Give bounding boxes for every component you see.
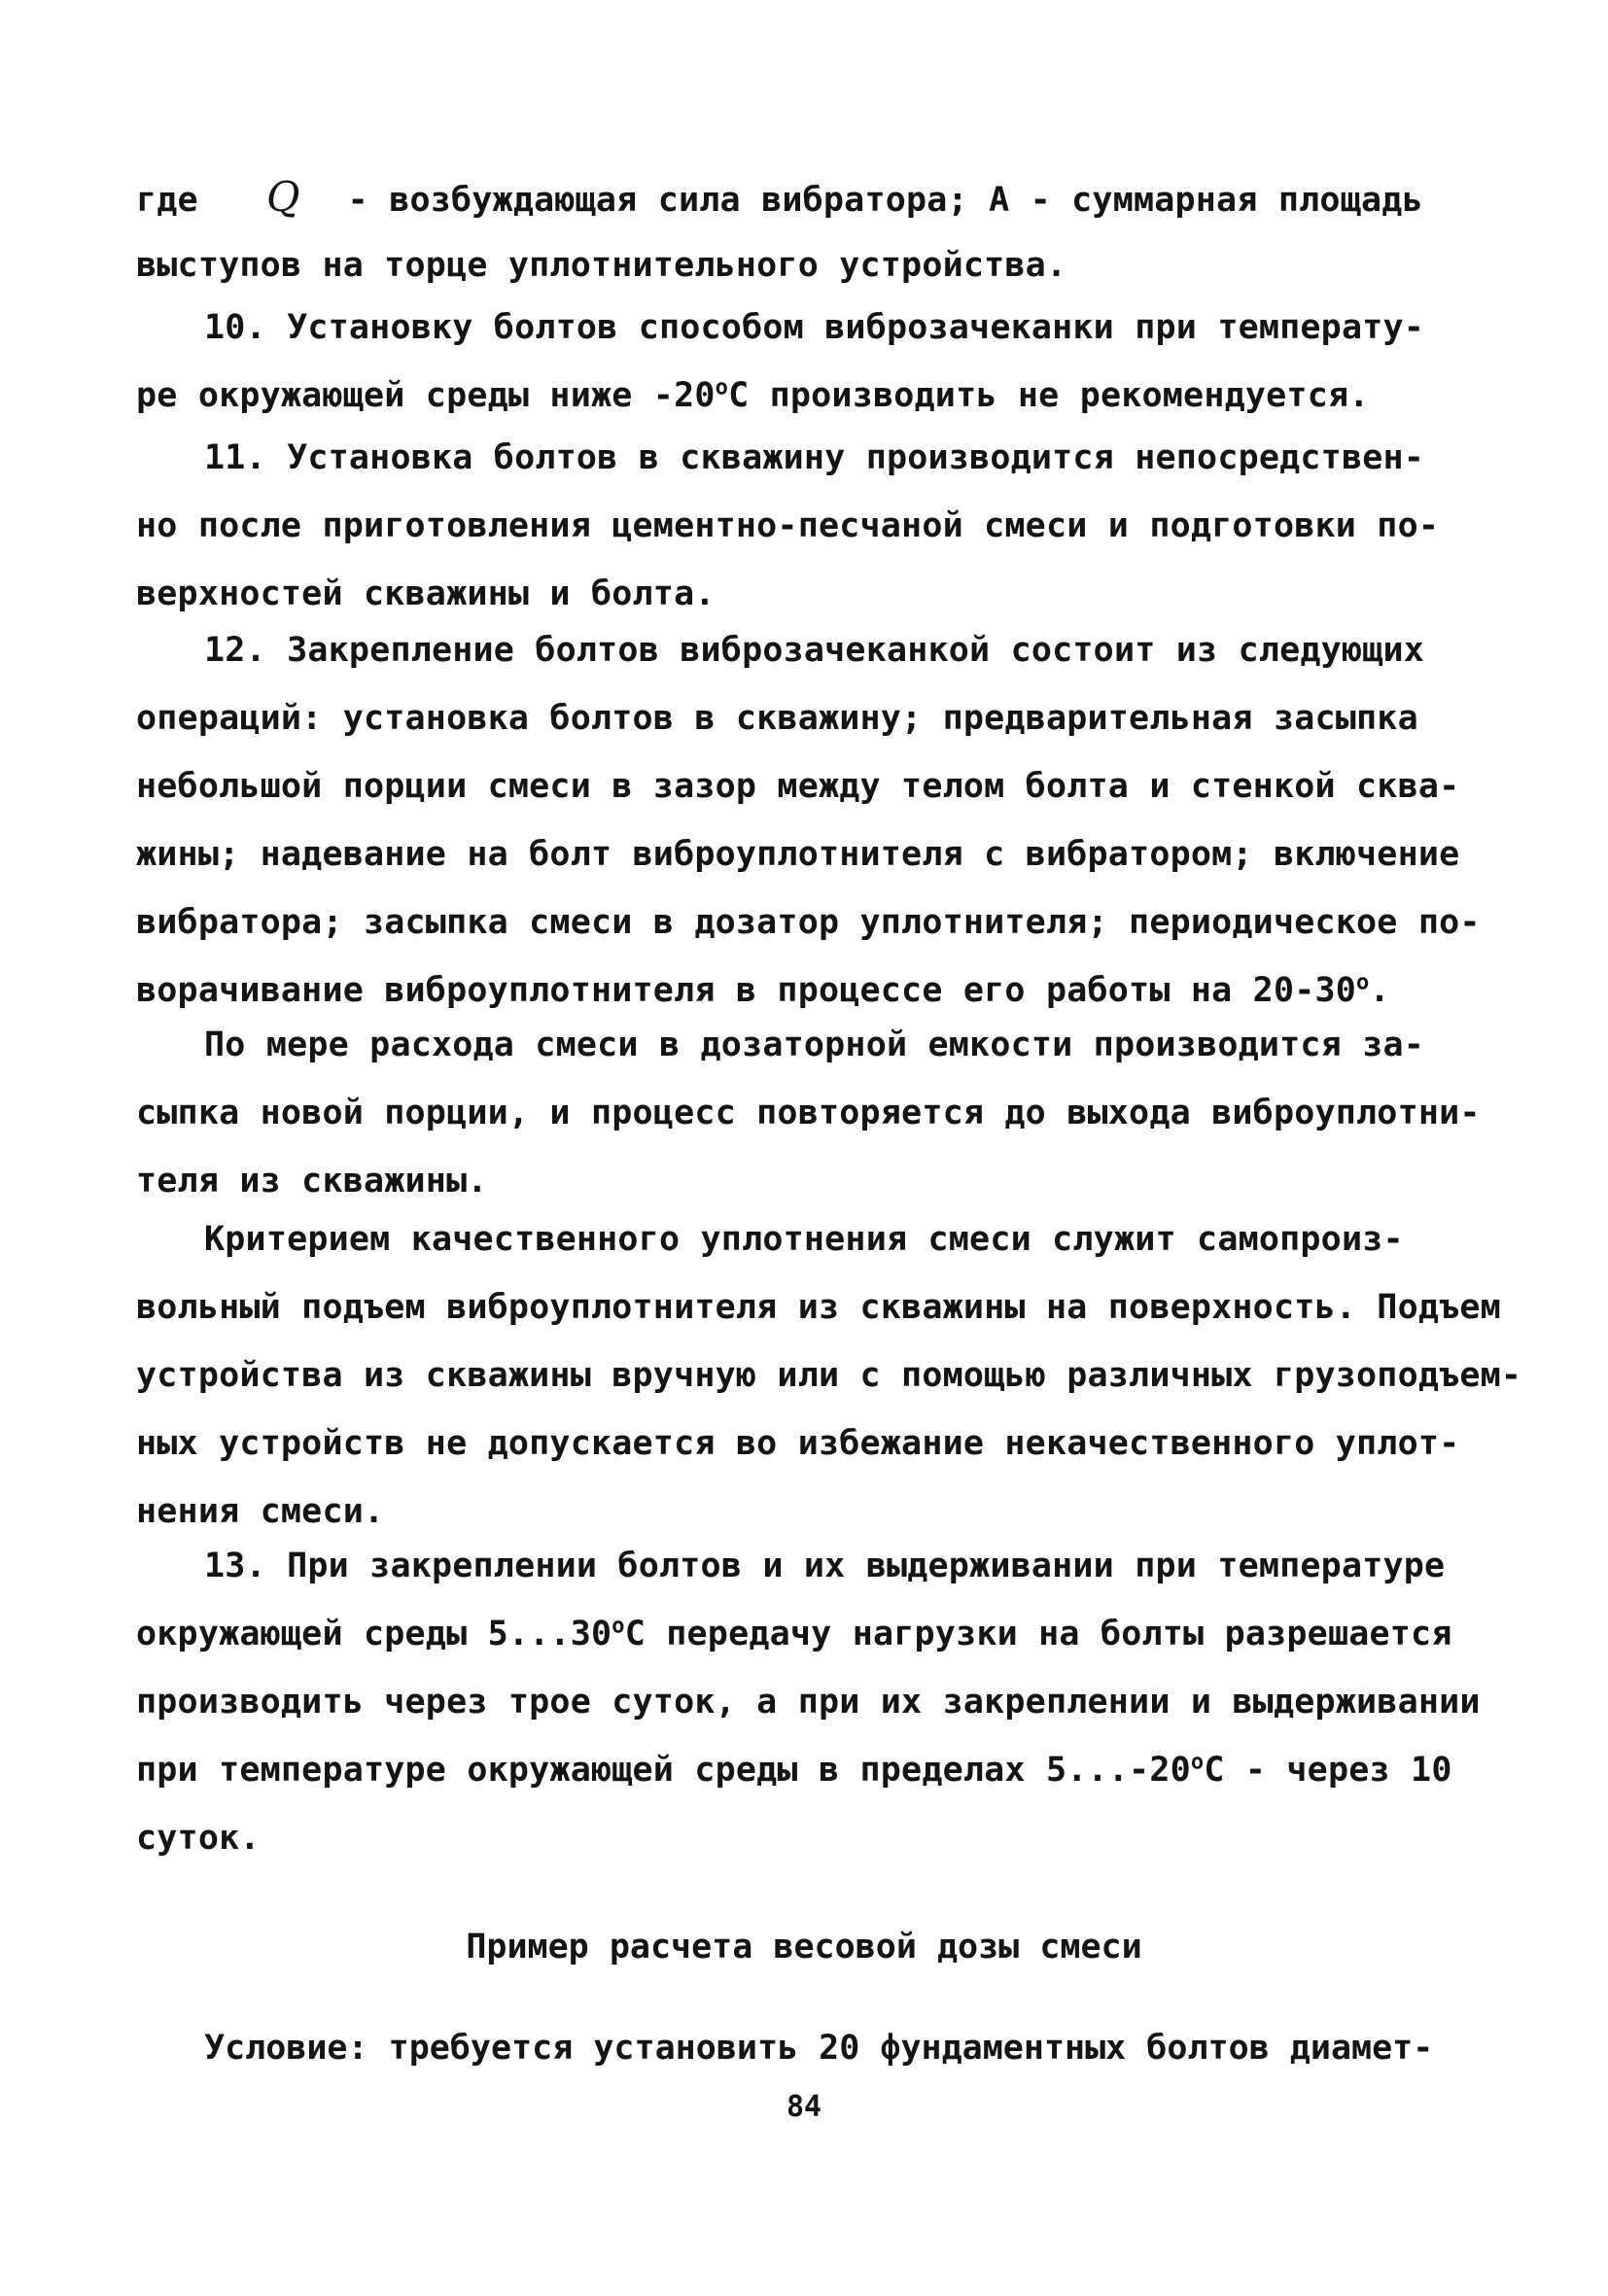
text-line: теля из скважины. xyxy=(136,1162,488,1200)
text-line: 13. При закреплении болтов и их выдерживании при температуре xyxy=(204,1547,1446,1585)
text-line: небольшой порции смеси в зазор между телом болта и стенкой сква- xyxy=(136,767,1460,806)
text-line: вольный подъем виброуплотнителя из скважины на поверхность. Подъем xyxy=(136,1288,1501,1327)
text-line: 12. Закрепление болтов виброзачеканкой состоит из следующих xyxy=(204,631,1425,670)
text-line xyxy=(136,163,1517,231)
line-text: - возбуждающая сила вибратора; А - суммарная площадь xyxy=(327,181,1423,220)
paragraph-13 xyxy=(136,1532,1517,1872)
text-line: производить через трое суток, а при их закреплении и выдерживании xyxy=(136,1683,1481,1722)
line-text: окружающей среды 5...30 xyxy=(136,1615,612,1653)
text-line: Критерием качественного уплотнения смеси служит самопроиз- xyxy=(204,1220,1404,1259)
degree-sign: о xyxy=(715,375,729,400)
section-heading: Пример расчета весовой дозы смеси xyxy=(466,1928,1142,1966)
degree-sign: о xyxy=(1356,970,1370,995)
line-text: ре окружающей среды ниже -20 xyxy=(136,376,716,415)
text-line xyxy=(136,362,1517,430)
text-line: сыпка новой порции, и процесс повторяется до выхода виброуплотни- xyxy=(136,1094,1481,1132)
line-text: . xyxy=(1369,971,1390,1010)
condition-line: Условие: требуется установить 20 фундаментных болтов диамет- xyxy=(204,2029,1434,2068)
text-line: 10. Установку болтов способом виброзачеканки при температу- xyxy=(204,308,1425,347)
paragraph-criterion xyxy=(136,1205,1522,1546)
text-line: 11. Установка болтов в скважину производится непосредствен- xyxy=(204,438,1425,477)
text-line: нения смеси. xyxy=(136,1492,385,1531)
degree-sign: о xyxy=(612,1614,625,1639)
text-line xyxy=(136,1736,1517,1804)
paragraph-dose xyxy=(136,1011,1517,1215)
text-line: жины; надевание на болт виброуплотнителя с вибратором; включение xyxy=(136,835,1460,874)
degree-sign: о xyxy=(1190,1750,1205,1775)
line-text: С передачу нагрузки на болты разрешается xyxy=(624,1615,1452,1653)
paragraph-where xyxy=(136,163,1517,299)
paragraph-12 xyxy=(136,616,1517,1025)
text-line: но после приготовления цементно-песчаной смеси и подготовки по- xyxy=(136,506,1440,545)
text-line: ных устройств не допускается во избежание некачественного уплот- xyxy=(136,1424,1460,1463)
text-line: выступов на торце уплотнительного устройства. xyxy=(136,246,1067,285)
text-line: вибратора; засыпка смеси в дозатор уплотнителя; периодическое по- xyxy=(136,903,1481,942)
line-text: С производить не рекомендуется. xyxy=(728,376,1370,415)
line-lead: где xyxy=(136,181,198,220)
text-line: операций: установка болтов в скважину; предварительная засыпка xyxy=(136,699,1418,738)
line-text: С - через 10 xyxy=(1204,1751,1452,1790)
paragraph-10 xyxy=(136,294,1517,430)
paragraph-11 xyxy=(136,424,1517,628)
text-line: устройства из скважины вручную или с помощью различных грузоподъем- xyxy=(136,1356,1522,1395)
line-text: ворачивание виброуплотнителя в процессе его работы на 20-30 xyxy=(136,971,1357,1010)
line-text: при температуре окружающей среды в пределах 5...-20 xyxy=(136,1751,1191,1790)
text-line: верхностей скважины и болта. xyxy=(136,574,716,613)
formula-symbol-q: Q xyxy=(266,173,300,221)
text-line xyxy=(136,1600,1517,1668)
text-line: По мере расхода смеси в дозаторной емкости производится за- xyxy=(204,1026,1425,1064)
page-number: 84 xyxy=(786,2090,822,2124)
text-line: суток. xyxy=(136,1819,261,1858)
